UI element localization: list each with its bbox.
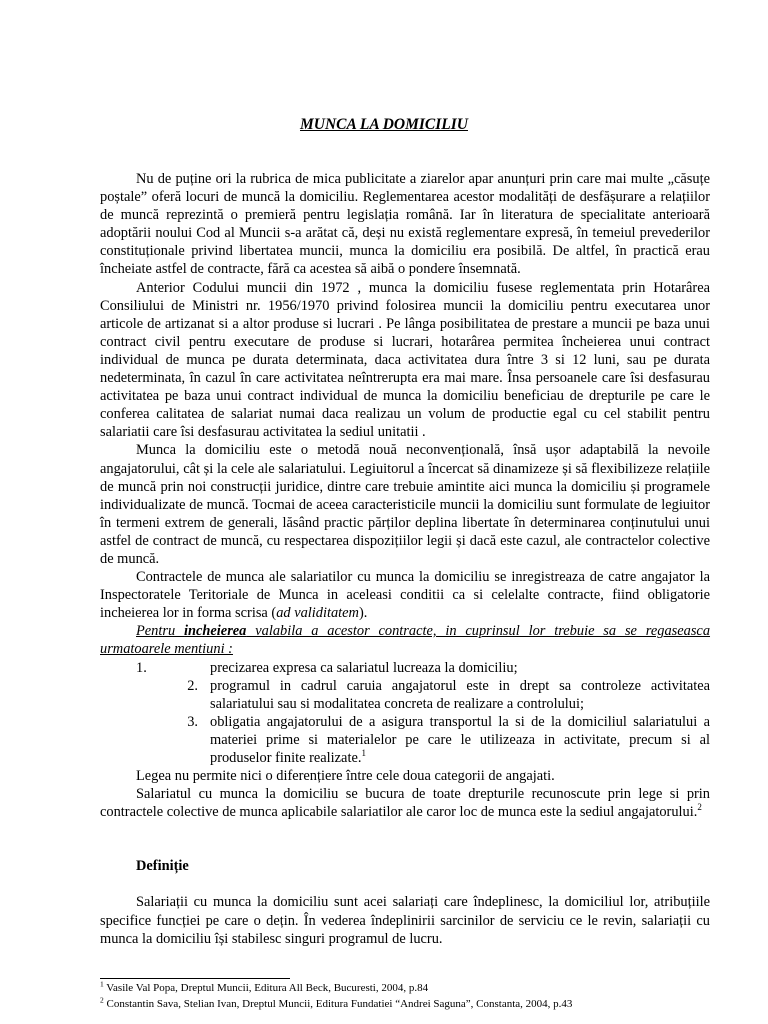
contracts-italic: ad validitatem xyxy=(276,605,359,622)
list-item-number: 1. xyxy=(136,659,147,676)
list-item-text: precizarea expresa ca salariatul lucreaza la domiciliu; xyxy=(210,659,518,676)
list-item-text xyxy=(210,713,710,767)
list-item-text: programul in cadrul caruia angajatorul este in drept sa controleze activitatea salariatului sau si modalitatea concreta de realizare a controlului; xyxy=(210,677,710,712)
spacer xyxy=(100,875,710,893)
contracts-text: Contractele de munca ale salariatilor cu munca la domiciliu se inregistreaza de catre angajator la Inspectoratele Teritoriale de Munca in aceleasi conditii ca si celelalte contracte, fiind obligatorie incheierea lor in forma scrisa ( xyxy=(100,569,710,622)
list-item xyxy=(100,677,710,713)
paragraph-method: Munca la domiciliu este o metodă nouă neconvențională, însă ușor adaptabilă la nevoile angajatorului, cât și la cele ale salariatului. Legiuitorul a încercat să dinamizeze și să flexibilizeze relațiile de muncă prin noi construcții juridice, dintre care trebuie amintite aici munca la domiciliu și programele individualizate de muncă. Tocmai de aceea caracteristicile muncii la domiciliu sunt formulate de legiuitor în termeni extrem de generali, lăsând practic părților deplina libertate în determinarea conținutului unui astfel de contract de muncă, cu respectarea dispozițiilor legii și dacă este cazul, ale contractelor colective de muncă. xyxy=(100,442,710,567)
paragraph-intro: Nu de puține ori la rubrica de mica publicitate a ziarelor apar anunțuri prin care mai multe „căsuțe poștale” oferă locuri de muncă la domiciliu. Reglementarea acestor modalități de desfășurare a relațiilor de muncă reprezintă o premieră pentru legislația română. Iar în literatura de specialitate anterioară adoptării noului Cod al Muncii s-a arătat că, deși nu există reglementare expresă, în temeiul prevederilor constituționale privind libertatea muncii, munca la domiciliu era posibilă. De altfel, în practică erau încheiate astfel de contracte, fără ca acestea să aibă o pondere însemnată. xyxy=(100,171,710,278)
footnotes xyxy=(100,981,740,1012)
paragraph-definition: Salariații cu munca la domiciliu sunt acei salariați care îndeplinesc, la domiciliul lor, atribuțiile specifice funcției pe care o dețin. În vederea îndeplinirii sarcinilor de serviciu ce le revin, salariații cu munca la domiciliu își stabilesc singuri programul de lucru. xyxy=(100,894,710,947)
footnote-number: 1 xyxy=(100,979,104,989)
list-item-text-body: obligatia angajatorului de a asigura transportul la si de la domiciliul salariatului a materiei prime si materialelor pe care le utilizeaza in activitate, precum si al produselor finite realizate. xyxy=(210,713,710,766)
requirements-list xyxy=(100,659,710,768)
list-item xyxy=(100,659,710,677)
contracts-end: ). xyxy=(358,605,368,622)
section-heading: Definiție xyxy=(136,858,189,875)
footnote xyxy=(100,981,740,997)
requirements-pre: Pentru xyxy=(136,623,185,640)
paragraph-law: Legea nu permite nici o diferențiere între cele doua categorii de angajati. xyxy=(136,768,555,785)
paragraph-history: Anterior Codului muncii din 1972 , munca la domiciliu fusese reglementata prin Hotarârea Consiliului de Ministri nr. 1956/1970 privind folosirea muncii la domiciliu pentru executarea unor articole de artizanat si a altor produse si lucrari . Pe lânga posibilitatea de prestare a muncii pe baza unui contract civil pentru executare de produse si lucrari, hotarârea permitea încheierea unui contract individual de munca pe durata determinata, daca activitatea dura între 3 si 12 luni, sau pe durata nedeterminata, în cazul în care activitatea neîntrerupta era mai mare. Însa persoanele care îsi desfasurau activitatea pe baza unui contract individual de munca la domiciliu beneficiau de drepturile pe care le conferea calitatea de salariat numai daca realizau un volum de productie egal cu cel stabilit pentru salariatii care îsi desfasurau activitatea la sediul unitatii . xyxy=(100,279,710,441)
spacer xyxy=(100,821,710,857)
footnote-text: Vasile Val Popa, Dreptul Muncii, Editura All Beck, Bucuresti, 2004, p.84 xyxy=(103,982,429,994)
requirements-post: valabila a acestor contracte, in cuprinsul lor trebuie sa se regaseasca urmatoarele mentiuni : xyxy=(100,623,711,658)
footnote-ref[interactable]: 2 xyxy=(697,802,702,813)
footnote-number: 2 xyxy=(100,994,104,1004)
footnote-text: Constantin Sava, Stelian Ivan, Dreptul Muncii, Editura Fundatiei “Andrei Saguna”, Constanta, 2004, p.43 xyxy=(103,997,573,1010)
footnote-separator xyxy=(100,978,290,979)
list-item-number: 3. xyxy=(187,713,198,730)
paragraph-contracts xyxy=(100,568,710,622)
paragraph-requirements xyxy=(100,622,710,658)
rights-text: Salariatul cu munca la domiciliu se bucura de toate drepturile recunoscute prin lege si prin contractele colective de munca aplicabile salariatilor ale caror loc de munca este la sediul angajatorului. xyxy=(100,786,710,821)
list-item xyxy=(100,713,710,767)
document-body xyxy=(100,170,710,948)
footnote-ref[interactable]: 1 xyxy=(361,748,366,759)
requirements-bold: incheierea xyxy=(184,623,247,640)
list-item-number: 2. xyxy=(187,677,198,694)
page-title: MUNCA LA DOMICILIU xyxy=(300,116,468,133)
paragraph-rights xyxy=(100,785,710,821)
footnote xyxy=(100,994,740,1013)
